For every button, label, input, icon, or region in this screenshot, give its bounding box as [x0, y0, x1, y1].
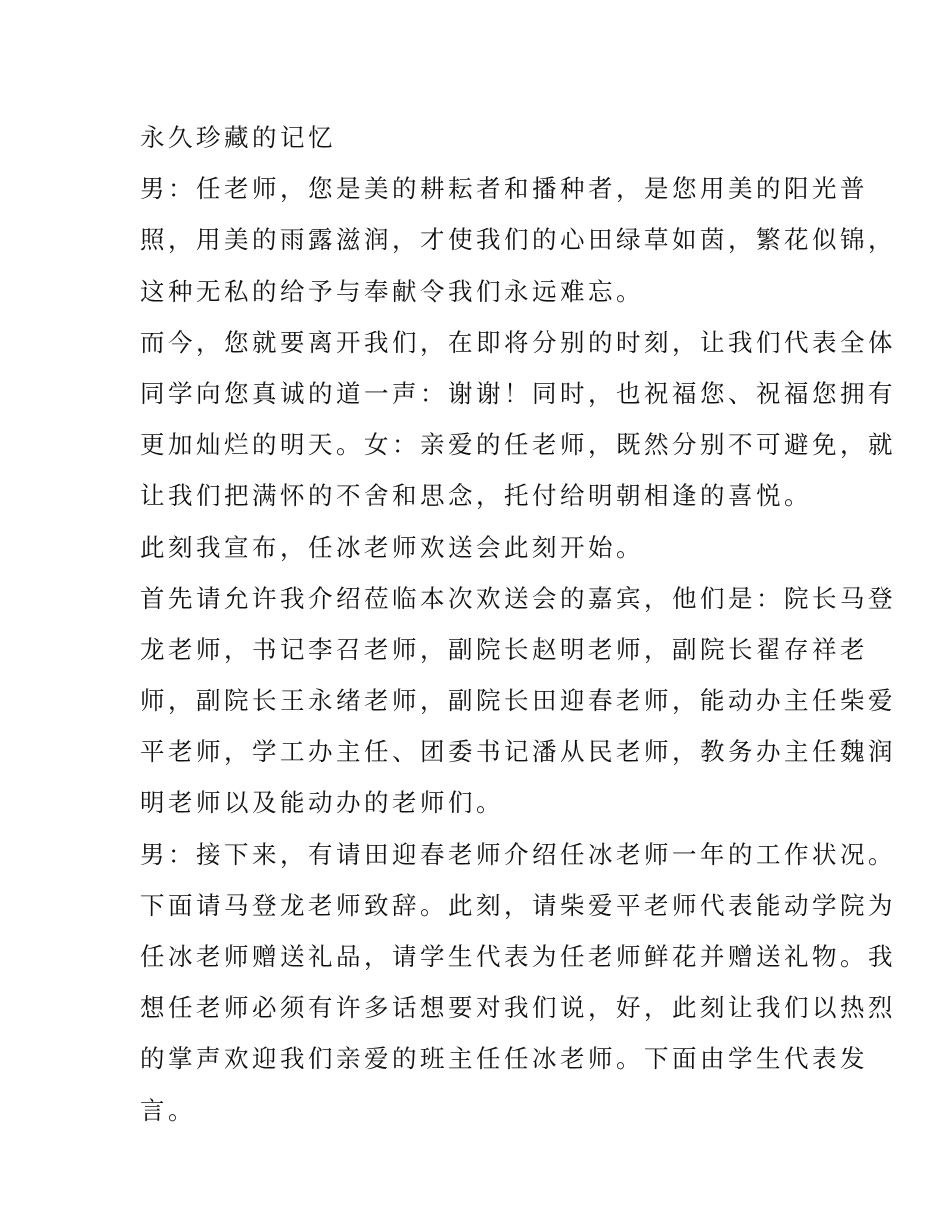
paragraph-line: 言。: [140, 1095, 196, 1125]
paragraph-line: 下面请马登龙老师致辞。此刻，请柴爱平老师代表能动学院为: [140, 890, 896, 920]
paragraph-line: 更加灿烂的明天。女：亲爱的任老师，既然分别不可避免，就: [140, 430, 896, 460]
paragraph-line: 师，副院长王永绪老师，副院长田迎春老师，能动办主任柴爱: [140, 686, 896, 716]
document-title: 永久珍藏的记忆: [140, 123, 336, 152]
document-page: [140, 112, 896, 1136]
paragraph-line: 平老师，学工办主任、团委书记潘从民老师，教务办主任魏润: [140, 737, 896, 767]
paragraph-line: 男：任老师，您是美的耕耘者和播种者，是您用美的阳光普: [140, 174, 868, 204]
paragraph-line: 想任老师必须有许多话想要对我们说，好，此刻让我们以热烈: [140, 993, 896, 1023]
paragraph-line: 此刻我宣布，任冰老师欢送会此刻开始。: [140, 532, 644, 562]
paragraph-line: 任冰老师赠送礼品，请学生代表为任老师鲜花并赠送礼物。我: [140, 942, 896, 971]
paragraph-line: 首先请允许我介绍莅临本次欢送会的嘉宾，他们是：院长马登: [140, 583, 896, 613]
paragraph-line: 这种无私的给予与奉献令我们永远难忘。: [140, 276, 644, 306]
paragraph-line: 男：接下来，有请田迎春老师介绍任冰老师一年的工作状况。: [140, 839, 896, 869]
paragraph-line: 照，用美的雨露滋润，才使我们的心田绿草如茵，繁花似锦，: [140, 225, 896, 255]
paragraph-line: 同学向您真诚的道一声：谢谢！同时，也祝福您、祝福您拥有: [140, 378, 896, 408]
paragraph-line: 的掌声欢迎我们亲爱的班主任任冰老师。下面由学生代表发: [140, 1044, 868, 1074]
paragraph-line: 明老师以及能动办的老师们。: [140, 788, 504, 818]
paragraph-line: 而今，您就要离开我们，在即将分别的时刻，让我们代表全体: [140, 327, 896, 357]
paragraph-line: 让我们把满怀的不舍和思念，托付给明朝相逢的喜悦。: [140, 481, 812, 511]
paragraph-line: 龙老师，书记李召老师，副院长赵明老师，副院长翟存祥老: [140, 634, 868, 664]
